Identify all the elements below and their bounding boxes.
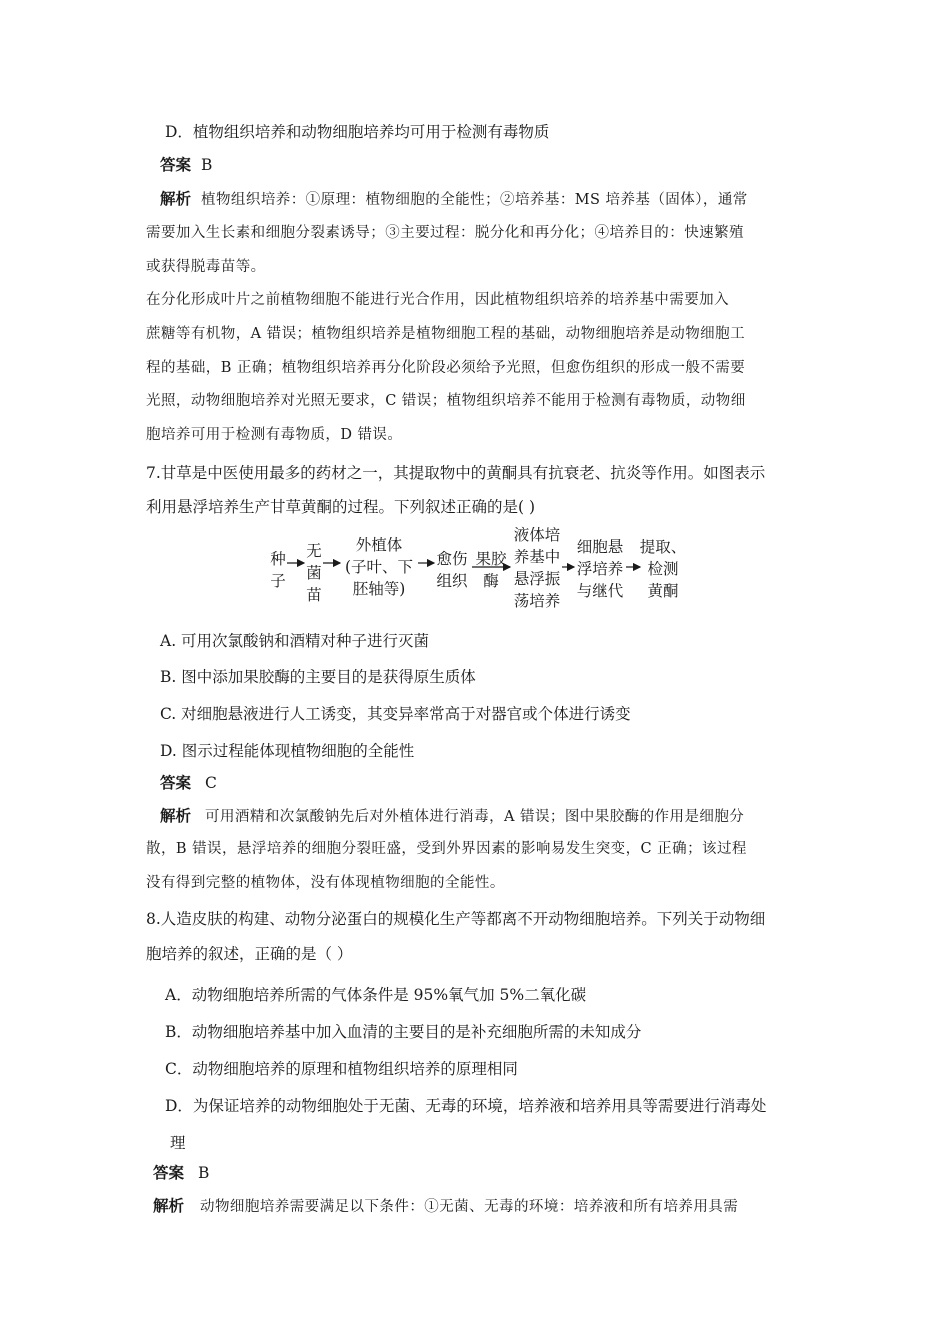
answer-key: 答案 bbox=[160, 156, 192, 174]
q8-analysis-line-1: 解析 动物细胞培养需要满足以下条件：①无菌、无毒的环境：培养液和所有培养用具需 bbox=[153, 1197, 739, 1215]
q8-option-d-cont: 理 bbox=[170, 1134, 186, 1152]
q6-analysis-line-2: 需要加入生长素和细胞分裂素诱导；③主要过程：脱分化和再分化；④培养目的：快速繁殖 bbox=[146, 225, 744, 241]
flow-node-callus: 愈伤 组织 bbox=[436, 550, 468, 590]
flow-node-sterile-seedling: 无 菌 苗 bbox=[306, 542, 322, 604]
flow-node-explant: 外植体 (子叶、下 胚轴等) bbox=[344, 536, 414, 598]
q6-analysis-line-7: 光照，动物细胞培养对光照无要求，C 错误；植物组织培养不能用于检测有毒物质，动物细 bbox=[146, 393, 746, 409]
flow-label-pectinase: 果胶 酶 bbox=[475, 550, 507, 590]
q8-stem-line-1: 8.人造皮肤的构建、动物分泌蛋白的规模化生产等都离不开动物细胞培养。下列关于动物细 bbox=[146, 910, 766, 928]
q8-stem-line-2: 胞培养的叙述，正确的是（ ） bbox=[146, 945, 353, 963]
analysis-key: 解析 bbox=[160, 807, 192, 825]
flow-node-extract: 提取、 检测 黄酮 bbox=[639, 538, 687, 600]
q6-analysis-line-5: 蔗糖等有机物，A 错误；植物组织培养是植物细胞工程的基础，动物细胞培养是动物细胞工 bbox=[146, 326, 746, 342]
q7-stem-line-1: 7.甘草是中医使用最多的药材之一，其提取物中的黄酮具有抗衰老、抗炎等作用。如图表示 bbox=[146, 464, 766, 482]
q6-option-d: D．植物组织培养和动物细胞培养均可用于检测有毒物质 bbox=[165, 123, 550, 141]
q6-analysis-line-3: 或获得脱毒苗等。 bbox=[146, 259, 266, 275]
q7-option-b: B. 图中添加果胶酶的主要目的是获得原生质体 bbox=[160, 668, 476, 686]
answer-value: B bbox=[201, 156, 213, 174]
q7-option-d: D. 图示过程能体现植物细胞的全能性 bbox=[160, 742, 415, 760]
q8-option-d: D．为保证培养的动物细胞处于无菌、无毒的环境，培养液和培养用具等需要进行消毒处 bbox=[165, 1097, 767, 1115]
q6-analysis-line-8: 胞培养可用于检测有毒物质，D 错误。 bbox=[146, 427, 403, 443]
q8-option-b: B．动物细胞培养基中加入血清的主要目的是补充细胞所需的未知成分 bbox=[165, 1023, 642, 1041]
q8-option-c: C．动物细胞培养的原理和植物组织培养的原理相同 bbox=[165, 1060, 518, 1078]
q7-analysis-line-1: 解析 可用酒精和次氯酸钠先后对外植体进行消毒，A 错误；图中果胶酶的作用是细胞分 bbox=[160, 807, 745, 825]
q8-option-a: A．动物细胞培养所需的气体条件是 95%氧气加 5%二氧化碳 bbox=[165, 986, 587, 1004]
q7-option-c: C. 对细胞悬液进行人工诱变，其变异率常高于对器官或个体进行诱变 bbox=[160, 705, 631, 723]
flow-node-suspension: 细胞悬 浮培养 与继代 bbox=[576, 538, 624, 600]
answer-key: 答案 bbox=[160, 774, 192, 792]
answer-value: C bbox=[205, 774, 217, 792]
q6-analysis-line-6: 程的基础，B 正确；植物组织培养再分化阶段必须给予光照，但愈伤组织的形成一般不需要 bbox=[146, 360, 746, 376]
q6-analysis-line-1: 解析 植物组织培养：①原理：植物细胞的全能性；②培养基：MS 培养基（固体），通常 bbox=[160, 190, 748, 208]
flow-node-seed: 种 子 bbox=[270, 550, 286, 590]
answer-key: 答案 bbox=[153, 1164, 185, 1182]
q7-analysis-line-2: 散，B 错误，悬浮培养的细胞分裂旺盛，受到外界因素的影响易发生突变，C 正确；该过程 bbox=[146, 841, 747, 857]
analysis-key: 解析 bbox=[160, 190, 192, 208]
answer-value: B bbox=[198, 1164, 210, 1182]
q8-answer bbox=[153, 1163, 209, 1183]
q7-stem-line-2: 利用悬浮培养生产甘草黄酮的过程。下列叙述正确的是( ) bbox=[146, 498, 536, 516]
flow-node-liquid-culture: 液体培 养基中 悬浮振 荡培养 bbox=[513, 526, 561, 610]
q7-option-a: A. 可用次氯酸钠和酒精对种子进行灭菌 bbox=[160, 632, 430, 650]
q7-answer bbox=[160, 773, 217, 793]
analysis-key: 解析 bbox=[153, 1197, 185, 1215]
q6-analysis-line-4: 在分化形成叶片之前植物细胞不能进行光合作用，因此植物组织培养的培养基中需要加入 bbox=[146, 292, 730, 308]
q7-analysis-line-3: 没有得到完整的植物体，没有体现植物细胞的全能性。 bbox=[146, 875, 505, 891]
